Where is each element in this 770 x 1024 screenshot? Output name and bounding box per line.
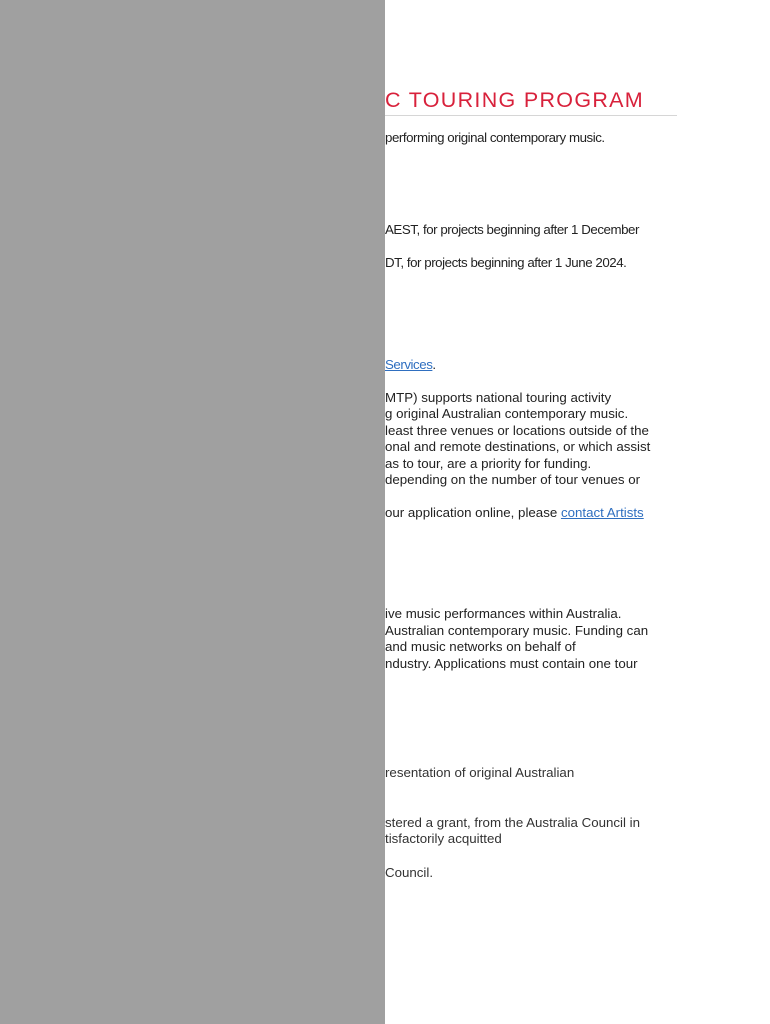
contact-prefix: our application online, please <box>385 505 561 520</box>
activities-line-1: ive music performances within Australia. <box>385 606 622 621</box>
overview-line-2: g original Australian contemporary music. <box>385 406 629 421</box>
overview-line-4: onal and remote destinations, or which assist <box>385 439 651 454</box>
overview-line-6: depending on the number of tour venues or <box>385 472 641 487</box>
contact-line <box>385 505 644 521</box>
contact-artists-link[interactable]: contact Artists <box>560 505 644 520</box>
overview-line-1: MTP) supports national touring activity <box>385 390 612 405</box>
overview-line-3: least three venues or locations outside of the <box>385 423 649 438</box>
intro-text: performing original contemporary music. <box>385 130 605 145</box>
eligibility-line-3: tisfactorily acquitted <box>385 831 502 846</box>
closing-date-line-2: DT, for projects beginning after 1 June 2024. <box>385 255 627 270</box>
eligibility-line-4: Council. <box>385 865 434 880</box>
title-divider <box>385 115 677 116</box>
activities-line-2: Australian contemporary music. Funding can <box>385 623 649 638</box>
page-title: C TOURING PROGRAM <box>385 88 645 112</box>
services-line <box>385 357 436 373</box>
services-link[interactable]: Services <box>385 357 433 372</box>
services-suffix: . <box>432 357 436 372</box>
closing-date-line-1: AEST, for projects beginning after 1 December <box>385 222 639 237</box>
activities-line-3: and music networks on behalf of <box>385 639 576 654</box>
eligibility-line-1: resentation of original Australian <box>385 765 575 780</box>
activities-line-4: ndustry. Applications must contain one tour <box>385 656 638 671</box>
eligibility-line-2: stered a grant, from the Australia Council in <box>385 815 640 830</box>
overview-line-5: as to tour, are a priority for funding. <box>385 456 592 471</box>
